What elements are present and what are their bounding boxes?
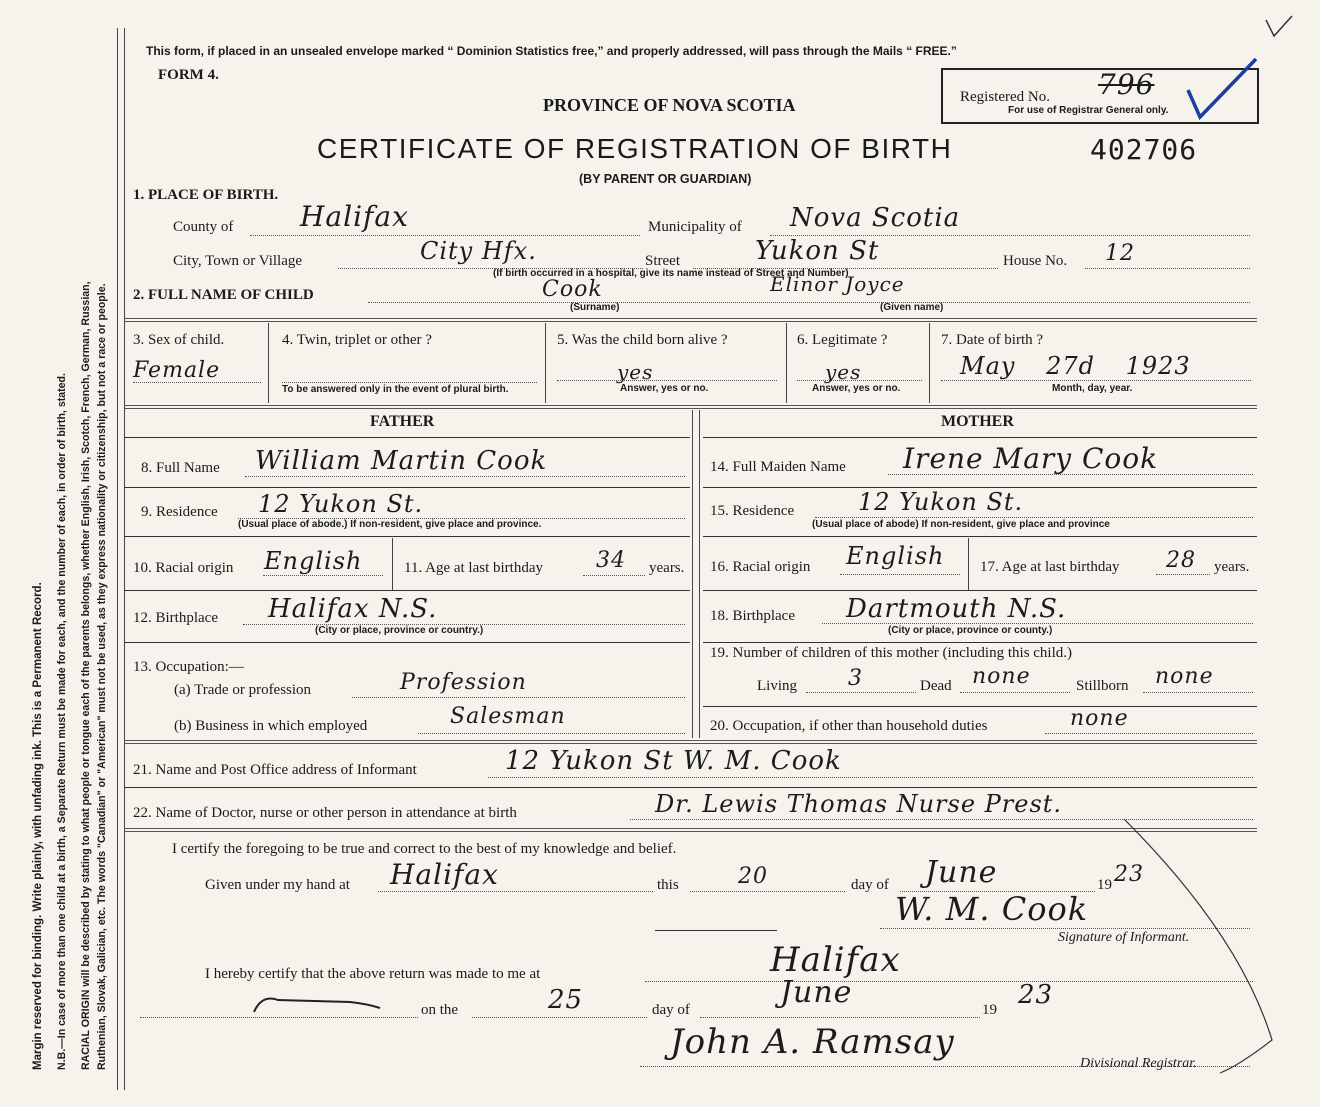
father-birthplace-caption: (City or place, province or country.): [315, 625, 484, 636]
legitimate-label: 6. Legitimate ?: [797, 332, 888, 348]
mother-birthplace-label: 18. Birthplace: [710, 608, 795, 624]
father-business-value: Salesman: [450, 704, 566, 729]
dob-value: May 27d 1923: [960, 352, 1191, 380]
city-label: City, Town or Village: [173, 253, 303, 269]
informant-label: 21. Name and Post Office address of Informant: [133, 762, 417, 778]
dash-mark-icon: [250, 990, 390, 1020]
on-the-label: on the: [421, 1002, 459, 1018]
margin-rule: [117, 28, 118, 1090]
municipality-value: Nova Scotia: [790, 203, 961, 233]
father-business-label: (b) Business in which employed: [174, 718, 368, 734]
reg-day-of-label: day of: [652, 1002, 690, 1018]
given-caption: (Given name): [880, 302, 944, 313]
legitimate-value: yes: [825, 360, 862, 384]
informant-signature: W. M. Cook: [895, 890, 1089, 928]
mother-residence-value: 12 Yukon St.: [858, 488, 1024, 516]
reg-year-prefix: 19: [982, 1002, 997, 1018]
father-birthplace-label: 12. Birthplace: [133, 610, 218, 626]
given-label: Given under my hand at: [205, 877, 350, 893]
certificate-subtitle: (BY PARENT OR GUARDIAN): [579, 172, 752, 186]
father-racial-label: 10. Racial origin: [133, 560, 234, 576]
certificate-title: CERTIFICATE OF REGISTRATION OF BIRTH: [317, 133, 953, 164]
registrar-note: For use of Registrar General only.: [1008, 105, 1169, 116]
street-label: Street: [645, 253, 680, 269]
child-given-names: Elinor Joyce: [770, 272, 905, 296]
dead-label: Dead: [920, 678, 952, 694]
mother-birthplace-caption: (City or place, province or county.): [888, 625, 1053, 636]
dead-value: none: [972, 664, 1031, 689]
mother-name-value: Irene Mary Cook: [903, 442, 1159, 475]
informant-caption: Signature of Informant.: [1058, 930, 1190, 945]
registered-label: Registered No.: [960, 89, 1050, 105]
alive-value: yes: [617, 360, 654, 384]
province-heading: PROVINCE OF NOVA SCOTIA: [543, 95, 796, 115]
alive-label: 5. Was the child born alive ?: [557, 332, 728, 348]
mother-children-label: 19. Number of children of this mother (including this child.): [710, 645, 1073, 661]
living-value: 3: [848, 666, 863, 691]
mother-occupation-value: none: [1070, 706, 1129, 731]
given-year: 23: [1114, 862, 1144, 887]
mother-residence-caption: (Usual place of abode) If non-resident, give place and province: [812, 519, 1110, 530]
postal-note: This form, if placed in an unsealed envelope marked “ Dominion Statistics free,” and properly addressed, will pass through the Mails “ FREE.”: [146, 44, 957, 58]
sex-label: 3. Sex of child.: [133, 332, 225, 348]
house-value: 12: [1105, 241, 1135, 266]
county-value: Halifax: [300, 200, 409, 233]
this-label: this: [657, 877, 679, 893]
registrar-caption: Divisional Registrar.: [1080, 1056, 1197, 1071]
father-age-years: years.: [649, 560, 685, 576]
attendant-value: Dr. Lewis Thomas Nurse Prest.: [655, 790, 1063, 818]
informant-value: 12 Yukon St W. M. Cook: [505, 746, 842, 776]
child-surname: Cook: [542, 277, 603, 302]
given-month: June: [925, 855, 998, 890]
corner-mark-icon: [1262, 12, 1302, 42]
legitimate-caption: Answer, yes or no.: [812, 383, 901, 394]
mother-heading: MOTHER: [941, 413, 1014, 430]
mother-age-value: 28: [1166, 548, 1196, 573]
father-birthplace-value: Halifax N.S.: [268, 594, 438, 624]
registrar-statement: I hereby certify that the above return was made to me at: [205, 966, 541, 982]
registrar-flourish-icon: [1120, 815, 1280, 1085]
place-of-birth-heading: 1. PLACE OF BIRTH.: [133, 187, 279, 203]
mother-name-label: 14. Full Maiden Name: [710, 459, 846, 475]
registrar-month: June: [780, 975, 853, 1010]
margin-rule-inner: [124, 28, 125, 1090]
stillborn-label: Stillborn: [1076, 678, 1129, 694]
given-day: 20: [738, 864, 768, 889]
twin-label: 4. Twin, triplet or other ?: [282, 332, 432, 348]
registered-number: 796: [1098, 68, 1155, 101]
street-value: Yukon St: [755, 236, 880, 266]
father-age-value: 34: [596, 548, 626, 573]
margin-note-nb: N.B.—In case of more than one child at a birth, a Separate Return must be made for each, and the number of each, in order of birth, stated.: [56, 373, 68, 1070]
certify-statement: I certify the foregoing to be true and correct to the best of my knowledge and belief.: [172, 841, 677, 857]
city-value: City Hfx.: [420, 237, 537, 265]
sex-value: Female: [133, 358, 221, 383]
given-place: Halifax: [390, 858, 499, 891]
surname-caption: (Surname): [570, 302, 620, 313]
dob-label: 7. Date of birth ?: [941, 332, 1044, 348]
father-residence-value: 12 Yukon St.: [258, 490, 424, 518]
father-age-label: 11. Age at last birthday: [404, 560, 543, 576]
certificate-number: 402706: [1090, 133, 1198, 166]
attendant-label: 22. Name of Doctor, nurse or other person in attendance at birth: [133, 805, 517, 821]
father-heading: FATHER: [370, 413, 435, 430]
father-trade-label: (a) Trade or profession: [174, 682, 312, 698]
form-number: FORM 4.: [158, 67, 219, 83]
mother-racial-label: 16. Racial origin: [710, 559, 811, 575]
twin-note: To be answered only in the event of plural birth.: [282, 384, 509, 395]
margin-note-racial-2: Ruthenian, Slovak, Galician, etc. The words "Canadian" or "American" must not be used, as they express nationality or citizenship, but not a race or people.: [96, 283, 108, 1070]
father-trade-value: Profession: [400, 670, 527, 695]
alive-caption: Answer, yes or no.: [620, 383, 709, 394]
mother-racial-value: English: [846, 542, 945, 570]
mother-birthplace-value: Dartmouth N.S.: [846, 594, 1067, 624]
father-name-value: William Martin Cook: [255, 446, 548, 476]
municipality-label: Municipality of: [648, 219, 742, 235]
year-prefix: 19: [1097, 877, 1112, 893]
mother-age-label: 17. Age at last birthday: [980, 559, 1120, 575]
father-residence-label: 9. Residence: [141, 504, 218, 520]
margin-note-binding: Margin reserved for binding. Write plainly, with unfading ink. This is a Permanent Record.: [32, 582, 44, 1070]
registrar-day: 25: [548, 985, 584, 1015]
stillborn-value: none: [1155, 664, 1214, 689]
house-label: House No.: [1003, 253, 1068, 269]
mother-age-years: years.: [1214, 559, 1250, 575]
registrar-signature: John A. Ramsay: [670, 1022, 955, 1062]
county-label: County of: [173, 219, 234, 235]
father-name-label: 8. Full Name: [141, 460, 220, 476]
margin-note-racial: RACIAL ORIGIN will be described by stating to what people or tongue each of the parents belongs, whether English, Irish, Scotch, French, German, Russian,: [80, 281, 92, 1070]
registrar-year: 23: [1018, 980, 1054, 1010]
day-of-label: day of: [851, 877, 889, 893]
father-racial-value: English: [264, 547, 363, 575]
father-occupation-label: 13. Occupation:—: [133, 659, 244, 675]
father-residence-caption: (Usual place of abode.) If non-resident, give place and province.: [238, 519, 542, 530]
hospital-note: (If birth occurred in a hospital, give its name instead of Street and Number): [493, 268, 849, 279]
dob-caption: Month, day, year.: [1052, 383, 1133, 394]
mother-residence-label: 15. Residence: [710, 503, 795, 519]
living-label: Living: [757, 678, 797, 694]
checkmark-icon: [1180, 55, 1260, 125]
mother-occupation-label: 20. Occupation, if other than household duties: [710, 718, 988, 734]
child-name-label: 2. FULL NAME OF CHILD: [133, 287, 314, 303]
registrar-place: Halifax: [770, 940, 901, 980]
